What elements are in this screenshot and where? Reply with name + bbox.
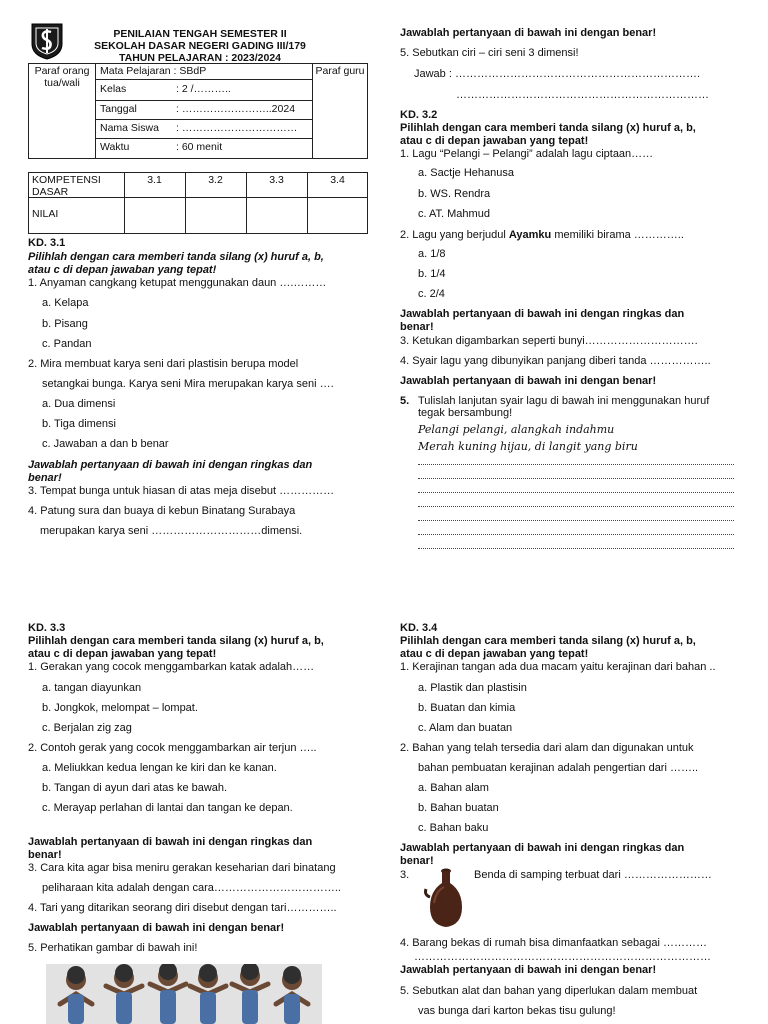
question-3-2-2: 2. Lagu yang berjudul Ayamku memiliki birama ………….. bbox=[400, 229, 684, 241]
instruction-short-3-4: Jawablah pertanyaan di bawah ini dengan ringkas dan bbox=[400, 842, 685, 854]
writing-line-2[interactable] bbox=[418, 478, 734, 479]
option-3-4-2c: c. Bahan baku bbox=[418, 822, 489, 834]
kd-col-3: 3.3 bbox=[269, 174, 284, 186]
time-label: Waktu bbox=[100, 141, 130, 153]
instruction-essay-3-4: Jawablah pertanyaan di bawah ini dengan benar! bbox=[400, 964, 657, 976]
option-3-2-1a: a. Sactje Hehanusa bbox=[418, 167, 515, 179]
school-name: SEKOLAH DASAR NEGERI GADING III/179 bbox=[94, 40, 306, 52]
option-3-2-1b: b. WS. Rendra bbox=[418, 188, 491, 200]
instruction-mc-3-2-b: atau c di depan jawaban yang tepat! bbox=[400, 135, 589, 147]
question-3-4-2: 2. Bahan yang telah tersedia dari alam dan digunakan untuk bbox=[400, 742, 694, 754]
option-3-4-1c: c. Alam dan buatan bbox=[418, 722, 513, 734]
instruction-short-3-3: Jawablah pertanyaan di bawah ini dengan ringkas dan bbox=[28, 836, 313, 848]
instruction-short-3-2-b: benar! bbox=[400, 321, 434, 333]
kd-3-1-heading: KD. 3.1 bbox=[28, 237, 66, 249]
question-3-4-2-cont: bahan pembuatan kerajinan adalah pengertian dari …….. bbox=[418, 762, 699, 774]
question-3: 3. Tempat bunga untuk hiasan di atas meja disebut …………… bbox=[28, 485, 335, 497]
option-3-3-1a: a. tangan diayunkan bbox=[42, 682, 142, 694]
answer-line-2: …………………………………………………………… bbox=[456, 89, 709, 101]
option-2b: b. Tiga dimensi bbox=[42, 418, 116, 430]
question-3-2-5-cont: tegak bersambung! bbox=[418, 407, 513, 419]
dancing-children-image bbox=[46, 964, 322, 1024]
student-name-value: : …………………………… bbox=[176, 122, 298, 134]
kd-3-2-heading: KD. 3.2 bbox=[400, 109, 438, 121]
exam-title: PENILAIAN TENGAH SEMESTER II bbox=[113, 28, 287, 40]
subject-field: Mata Pelajaran : SBdP bbox=[100, 65, 207, 77]
lyric-line-1: Pelangi pelangi, alangkah indahmu bbox=[418, 423, 615, 436]
option-3-2-2a: a. 1/8 bbox=[418, 248, 446, 260]
question-3-4-5-cont: vas bunga dari karton bekas tisu gulung! bbox=[418, 1005, 616, 1017]
instruction-mc-3-2: Pilihlah dengan cara memberi tanda silang (x) huruf a, b, bbox=[400, 122, 696, 134]
question-3-3-4: 4. Tari yang ditarikan seorang diri disebut dengan tari………….. bbox=[28, 902, 337, 914]
competency-label: KOMPETENSI DASAR bbox=[32, 174, 101, 198]
instruction-short-3-3-b: benar! bbox=[28, 849, 62, 861]
question-3-4-5: 5. Sebutkan alat dan bahan yang diperlukan dalam membuat bbox=[400, 985, 698, 997]
question-3-2-1: 1. Lagu “Pelangi – Pelangi” adalah lagu ciptaan…… bbox=[400, 148, 654, 160]
question-3-4-4: 4. Barang bekas di rumah bisa dimanfaatkan sebagai ………… bbox=[400, 937, 707, 949]
school-logo bbox=[30, 22, 64, 60]
writing-line-7[interactable] bbox=[418, 548, 734, 549]
instruction-mc-3-4: Pilihlah dengan cara memberi tanda silang (x) huruf a, b, bbox=[400, 635, 696, 647]
option-3-3-2c: c. Merayap perlahan di lantai dan tangan ke depan. bbox=[42, 802, 293, 814]
option-3-2-1c: c. AT. Mahmud bbox=[418, 208, 490, 220]
writing-line-1[interactable] bbox=[418, 464, 734, 465]
option-3-3-2b: b. Tangan di ayun dari atas ke bawah. bbox=[42, 782, 228, 794]
question-4-cont: merupakan karya seni …………………………dimensi. bbox=[40, 525, 303, 537]
teacher-signature-label: Paraf guru bbox=[315, 65, 365, 77]
parent-signature-label: Paraf orang tua/wali bbox=[34, 65, 90, 89]
option-3-3-1c: c. Berjalan zig zag bbox=[42, 722, 132, 734]
kd-col-1: 3.1 bbox=[147, 174, 162, 186]
answer-line-1: Jawab : …………………………………………………………. bbox=[414, 68, 701, 80]
date-value: : ……………………..2024 bbox=[176, 103, 296, 115]
option-3-2-2c: c. 2/4 bbox=[418, 288, 445, 300]
question-3-4-3-number: 3. bbox=[400, 869, 410, 881]
kd-col-4: 3.4 bbox=[330, 174, 345, 186]
option-3-4-2b: b. Bahan buatan bbox=[418, 802, 499, 814]
instruction-essay-3-3: Jawablah pertanyaan di bawah ini dengan benar! bbox=[28, 922, 285, 934]
question-3-4-4-line: ……………………………………………………………………… bbox=[414, 951, 711, 963]
question-3-3-5: 5. Perhatikan gambar di bawah ini! bbox=[28, 942, 198, 954]
question-3-2-5: Tulislah lanjutan syair lagu di bawah ini menggunakan huruf bbox=[418, 395, 710, 407]
question-2-cont: setangkai bunga. Karya seni Mira merupakan karya seni …. bbox=[42, 378, 334, 390]
option-3-3-2a: a. Meliukkan kedua lengan ke kiri dan ke kanan. bbox=[42, 762, 277, 774]
kd-3-3-heading: KD. 3.3 bbox=[28, 622, 66, 634]
student-name-label: Nama Siswa bbox=[100, 122, 159, 134]
question-3-4-1: 1. Kerajinan tangan ada dua macam yaitu kerajinan dari bahan .. bbox=[400, 661, 716, 673]
kd-3-4-heading: KD. 3.4 bbox=[400, 622, 438, 634]
question-3-2-5-number: 5. bbox=[400, 395, 410, 407]
question-4: 4. Patung sura dan buaya di kebun Binatang Surabaya bbox=[28, 505, 296, 517]
question-5: 5. Sebutkan ciri – ciri seni 3 dimensi! bbox=[400, 47, 579, 59]
option-3-4-1a: a. Plastik dan plastisin bbox=[418, 682, 527, 694]
option-3-4-1b: b. Buatan dan kimia bbox=[418, 702, 516, 714]
instruction-essay-3-2: Jawablah pertanyaan di bawah ini dengan benar! bbox=[400, 375, 657, 387]
option-1b: b. Pisang bbox=[42, 318, 88, 330]
instruction-multiple-choice-2: atau c di depan jawaban yang tepat! bbox=[28, 264, 217, 276]
class-label: Kelas bbox=[100, 83, 127, 95]
instruction-short-3-2: Jawablah pertanyaan di bawah ini dengan ringkas dan bbox=[400, 308, 685, 320]
option-3-4-2a: a. Bahan alam bbox=[418, 782, 489, 794]
kd-col-2: 3.2 bbox=[208, 174, 223, 186]
school-year: TAHUN PELAJARAN : 2023/2024 bbox=[118, 52, 282, 64]
option-1c: c. Pandan bbox=[42, 338, 92, 350]
vase-image bbox=[418, 867, 474, 929]
instruction-mc-3-3: Pilihlah dengan cara memberi tanda silang (x) huruf a, b, bbox=[28, 635, 324, 647]
score-label: NILAI bbox=[32, 208, 59, 220]
instruction-short-3-4-b: benar! bbox=[400, 855, 434, 867]
instruction-mc-3-3-b: atau c di depan jawaban yang tepat! bbox=[28, 648, 217, 660]
instruction-essay: Jawablah pertanyaan di bawah ini dengan benar! bbox=[400, 27, 657, 39]
lyric-line-2: Merah kuning hijau, di langit yang biru bbox=[418, 440, 638, 453]
question-3-3-2: 2. Contoh gerak yang cocok menggambarkan air terjun ….. bbox=[28, 742, 317, 754]
question-3-4-3: Benda di samping terbuat dari …………………… bbox=[474, 869, 712, 881]
class-value: : 2 /……….. bbox=[176, 83, 231, 95]
writing-line-5[interactable] bbox=[418, 520, 734, 521]
option-2a: a. Dua dimensi bbox=[42, 398, 116, 410]
date-label: Tanggal bbox=[100, 103, 137, 115]
writing-line-3[interactable] bbox=[418, 492, 734, 493]
time-value: : 60 menit bbox=[176, 141, 223, 153]
question-2: 2. Mira membuat karya seni dari plastisin berupa model bbox=[28, 358, 299, 370]
instruction-short-answer: Jawablah pertanyaan di bawah ini dengan ringkas dan bbox=[28, 459, 313, 471]
option-3-3-1b: b. Jongkok, melompat – lompat. bbox=[42, 702, 198, 714]
option-2c: c. Jawaban a dan b benar bbox=[42, 438, 169, 450]
instruction-multiple-choice: Pilihlah dengan cara memberi tanda silang (x) huruf a, b, bbox=[28, 251, 324, 263]
question-3-3-1: 1. Gerakan yang cocok menggambarkan katak adalah…… bbox=[28, 661, 315, 673]
writing-line-6[interactable] bbox=[418, 534, 734, 535]
writing-line-4[interactable] bbox=[418, 506, 734, 507]
question-3-3-3-cont: peliharaan kita adalah dengan cara…………………………….. bbox=[42, 882, 341, 894]
option-3-2-2b: b. 1/4 bbox=[418, 268, 446, 280]
instruction-short-answer-2: benar! bbox=[28, 472, 62, 484]
option-1a: a. Kelapa bbox=[42, 297, 89, 309]
question-3-2-3: 3. Ketukan digambarkan seperti bunyi…………………………. bbox=[400, 335, 698, 347]
instruction-mc-3-4-b: atau c di depan jawaban yang tepat! bbox=[400, 648, 589, 660]
question-1: 1. Anyaman cangkang ketupat menggunakan daun ….……… bbox=[28, 277, 327, 289]
question-3-2-4: 4. Syair lagu yang dibunyikan panjang diberi tanda …………….. bbox=[400, 355, 711, 367]
question-3-3-3: 3. Cara kita agar bisa meniru gerakan keseharian dari binatang bbox=[28, 862, 336, 874]
